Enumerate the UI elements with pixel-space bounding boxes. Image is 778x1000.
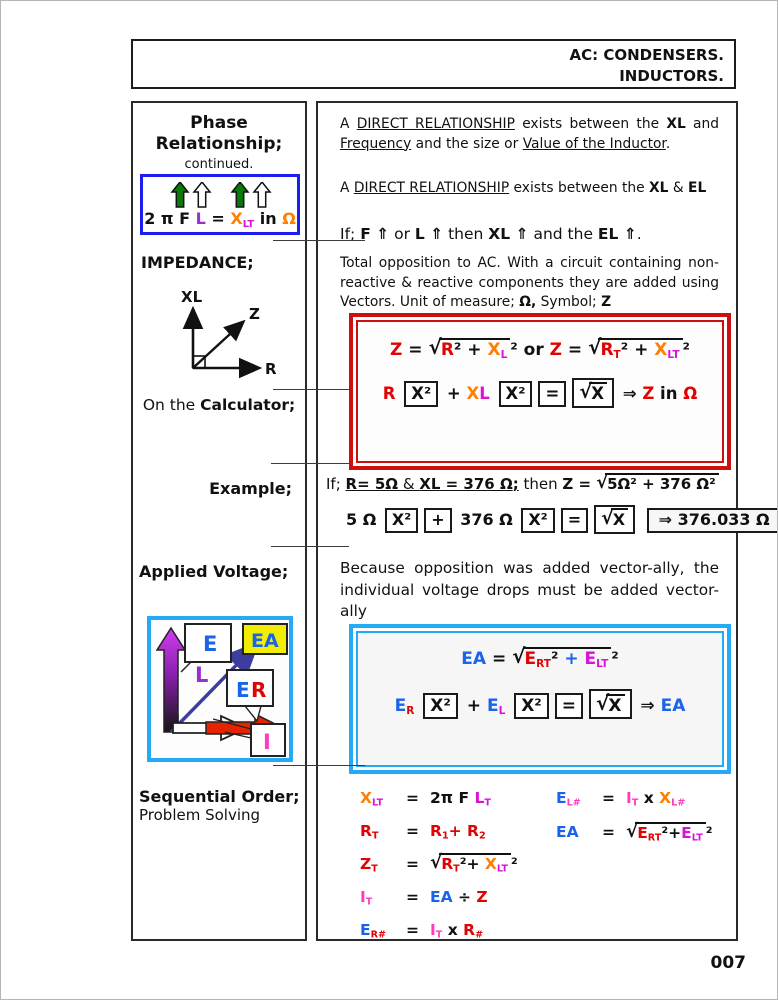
seq-lhs: EA: [556, 823, 579, 841]
seq-row-er: [360, 913, 518, 946]
seq-lhs: $I_T$: [360, 887, 373, 908]
applied-voltage-svg: [151, 620, 289, 758]
xl-axis-label: XL: [181, 288, 203, 306]
seq-row-it: [360, 880, 518, 913]
equals-sign: =: [602, 789, 615, 807]
applied-voltage-formula-box: [349, 624, 731, 774]
seq-lhs: $Z_T$: [360, 854, 378, 875]
impedance-formula-box: [349, 313, 731, 470]
seq-row-xlt: [360, 781, 518, 814]
el-label-e: E: [203, 632, 218, 656]
connector-line: [273, 240, 365, 241]
seq-row-ea: [556, 815, 713, 849]
connector-line: [273, 765, 365, 766]
title-line-2: INDUCTORS.: [619, 66, 724, 85]
seq-rhs: $I_T$ x $R_{\#}$: [430, 920, 484, 941]
because-opposition-paragraph: Because opposition was added vector-ally, the individual voltage drops must be added vector-ally: [340, 559, 719, 621]
sequential-order-title: Sequential Order;: [139, 787, 300, 806]
total-opposition-paragraph: Total opposition to AC. With a circuit containing non-reactive & reactive components they are added using Vectors. Unit of measure; Ω, Symbol; Z: [340, 255, 719, 311]
r-axis-label: R: [265, 360, 277, 378]
seq-lhs: $E_{R\#}$: [360, 920, 387, 941]
white-up-arrow-icon: [254, 182, 270, 207]
equals-sign: =: [406, 854, 419, 873]
on-the-calculator-label: [133, 396, 305, 414]
el-label-l: L: [195, 663, 209, 687]
seq-rhs: $R_1+ R_2$: [430, 821, 486, 842]
direct-relationship-paragraph-2: A DIRECT RELATIONSHIP exists between the XL & EL: [340, 180, 707, 196]
er-label-e: E: [236, 678, 250, 702]
z-calculator-line: R X² + XL X² = √X ⇒ Z in Ω: [362, 378, 718, 407]
applied-voltage-heading: Applied Voltage;: [139, 562, 289, 581]
connector-line: [273, 389, 351, 390]
z-vector-label: Z: [249, 305, 260, 323]
equals-sign: =: [602, 823, 615, 841]
phase-heading-line2: Relationship;: [155, 134, 283, 155]
if-f-l-line: If; F ⇑ or L ⇑ then XL ⇑ and the EL ⇑.: [340, 225, 642, 243]
seq-lhs: $E_{L\#}$: [556, 789, 581, 809]
right-column: [316, 101, 770, 941]
example-calculation-line: 5 Ω X² + 376 Ω X² = √X ⇒ 376.033 Ω: [346, 505, 778, 534]
phase-formula-box: [140, 174, 300, 235]
equals-sign: =: [406, 788, 419, 807]
impedance-heading: IMPEDANCE;: [141, 253, 254, 272]
phase-heading-line1: Phase: [190, 113, 248, 133]
seq-row-zt: [360, 847, 518, 880]
seq-rhs: $√E_{RT}^2+E_{LT}$ ²: [626, 820, 713, 844]
impedance-vector-svg: [159, 286, 283, 386]
applied-voltage-diagram: [147, 616, 293, 762]
seq-row-el: [556, 781, 713, 815]
calculator-prefix: On the: [142, 396, 201, 414]
example-condition-line: If; R= 5Ω & XL = 376 Ω; then Z = √5Ω² + 376 Ω²: [326, 473, 719, 494]
z-vector-arrow: [193, 323, 242, 368]
applied-voltage-formula-box-inner: [356, 631, 724, 767]
seq-row-rt: [360, 814, 518, 847]
sequential-formulas-left: [360, 781, 518, 946]
title-box: [131, 39, 736, 89]
up-arrows-row: [158, 182, 282, 208]
page-number: 007: [710, 953, 746, 973]
el-voltage-arrow: [157, 628, 185, 732]
equals-sign: =: [406, 821, 419, 840]
seq-rhs: $√R_T^2+ X_{LT}$ ²: [430, 852, 518, 875]
equals-sign: =: [406, 920, 419, 939]
impedance-formula-box-inner: [356, 320, 724, 463]
up-arrows-icons: [158, 182, 282, 208]
green-up-arrow-icon: [172, 182, 188, 207]
er-label-r: R: [251, 678, 267, 702]
ea-calculator-line: $E_R$ $X^2 + E_L$ X² = √X ⇒ EA: [364, 689, 716, 719]
ea-label: EA: [251, 630, 279, 652]
z-formula-line: $Z = √R^2 + X_L$ ² or $Z = √R_T^2 + X_{LT}$ ²: [390, 335, 690, 361]
example-heading: Example;: [209, 479, 292, 498]
phase-heading-continued: continued.: [184, 156, 254, 172]
seq-rhs: $I_T$ x $X_{L\#}$: [626, 789, 686, 809]
impedance-vector-diagram: [159, 286, 283, 390]
sequential-order-heading: [139, 787, 300, 824]
i-label: I: [263, 730, 271, 754]
white-up-arrow-icon: [194, 182, 210, 207]
calculator-word: Calculator;: [200, 396, 296, 414]
left-column: [131, 101, 307, 941]
problem-solving-subtitle: Problem Solving: [139, 806, 261, 824]
equals-sign: =: [406, 887, 419, 906]
phase-formula: 2 π F $L = X_{LT}$ in Ω: [144, 208, 296, 230]
title-line-1: AC: CONDENSERS.: [569, 46, 724, 64]
connector-line: [271, 546, 349, 547]
seq-rhs: EA ÷ Z: [430, 887, 488, 906]
direct-relationship-paragraph-1: A DIRECT RELATIONSHIP exists between the XL and Frequency and the size or Value of the Inductor.: [340, 116, 719, 152]
seq-lhs: $X_{LT}$: [360, 788, 384, 809]
phase-relationship-heading: [133, 113, 305, 172]
connector-line: [271, 463, 349, 464]
seq-lhs: $R_T$: [360, 821, 379, 842]
sequential-formulas-right: [556, 781, 713, 849]
ea-formula-line: EA = $√E_{RT}^2 + E_{LT}$ ²: [461, 644, 619, 670]
green-up-arrow-icon: [232, 182, 248, 207]
seq-rhs: 2π F $L_T$: [430, 788, 491, 809]
el-callout-line: [181, 662, 191, 672]
